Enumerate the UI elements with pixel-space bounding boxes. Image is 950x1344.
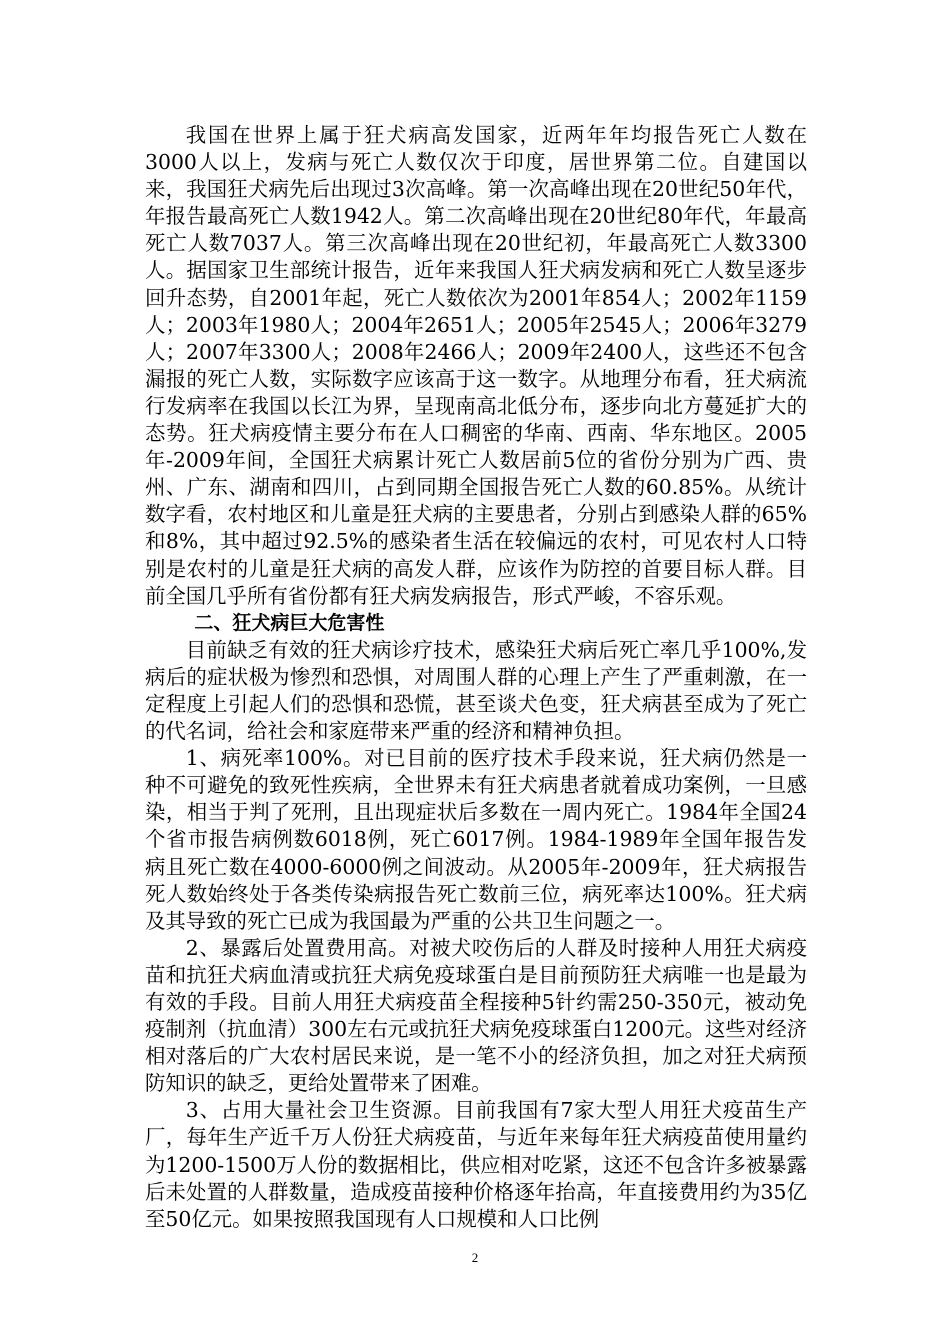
paragraph-epidemiology: 我国在世界上属于狂犬病高发国家，近两年年均报告死亡人数在3000人以上，发病与死亡人数仅次于印度，居世界第二位。自建国以来，我国狂犬病先后出现过3次高峰。第一次高峰出现在20世纪50年代，年报告最高死亡人数1942人。第二次高峰出现在20世纪80年代，年最高死亡人数7037人。第三次高峰出现在20世纪初，年最高死亡人数3300人。据国家卫生部统计报告，近年来我国人狂犬病发病和死亡人数呈逐步回升态势，自2001年起，死亡人数依次为2001年854人；2002年1159人；2003年1980人；2004年2651人；2005年2545人；2006年3279人；2007年3300人；2008年2466人；2009年2400人，这些还不包含漏报的死亡人数，实际数字应该高于这一数字。从地理分布看，狂犬病流行发病率在我国以长江为界，呈现南高北低分布，逐步向北方蔓延扩大的态势。狂犬病疫情主要分布在人口稠密的华南、西南、华东地区。2005年-2009年间，全国狂犬病累计死亡人数居前5位的省份分别为广西、贵州、广东、湖南和四川，占到同期全国报告死亡人数的60.85%。从统计数字看，农村地区和儿童是狂犬病的主要患者，分别占到感染人群的65%和8%，其中超过92.5%的感染者生活在较偏远的农村，可见农村人口特别是农村的儿童是狂犬病的高发人群，应该作为防控的首要目标人群。目前全国几乎所有省份都有狂犬病发病报告，形式严峻，不容乐观。 bbox=[145, 123, 807, 608]
document-body bbox=[145, 122, 807, 1233]
section-heading: 二、狂犬病巨大危害性 bbox=[194, 611, 385, 634]
paragraph-cost: 2、暴露后处置费用高。对被犬咬伤后的人群及时接种人用狂犬病疫苗和抗狂犬病血清或抗狂犬病免疫球蛋白是目前预防狂犬病唯一也是最为有效的手段。目前人用狂犬病疫苗全程接种5针约需250-350元，被动免疫制剂（抗血清）300左右元或抗狂犬病免疫球蛋白1200元。这些对经济相对落后的广大农村居民来说，是一笔不小的经济负担，加之对狂犬病预防知识的缺乏，更给处置带来了困难。 bbox=[145, 935, 807, 1096]
paragraph-harm-intro: 目前缺乏有效的狂犬病诊疗技术，感染狂犬病后死亡率几乎100%,发病后的症状极为惨烈和恐惧，对周围人群的心理上产生了严重刺激，在一定程度上引起人们的恐惧和恐慌，甚至谈犬色变，狂犬病甚至成为了死亡的代名词，给社会和家庭带来严重的经济和精神负担。 bbox=[145, 637, 807, 744]
paragraph-resources: 3、占用大量社会卫生资源。目前我国有7家大型人用狂犬疫苗生产厂，每年生产近千万人份狂犬病疫苗，与近年来每年狂犬病疫苗使用量约为1200-1500万人份的数据相比，供应相对吃紧，这还不包含许多被暴露后未处置的人群数量，造成疫苗接种价格逐年抬高，年直接费用约为35亿至50亿元。如果按照我国现有人口规模和人口比例 bbox=[145, 1098, 807, 1231]
page-number: 2 bbox=[471, 1250, 479, 1265]
paragraph-fatality: 1、病死率100%。对已目前的医疗技术手段来说，狂犬病仍然是一种不可避免的致死性疾病，全世界未有狂犬病患者就着成功案例，一旦感染，相当于判了死刑，且出现症状后多数在一周内死亡。1984年全国24个省市报告病例数6018例，死亡6017例。1984-1989年全国年报告发病且死亡数在4000-6000例之间波动。从2005年-2009年，狂犬病报告死人数始终处于各类传染病报告死亡数前三位，病死率达100%。狂犬病及其导致的死亡已成为我国最为严重的公共卫生问题之一。 bbox=[145, 746, 807, 933]
